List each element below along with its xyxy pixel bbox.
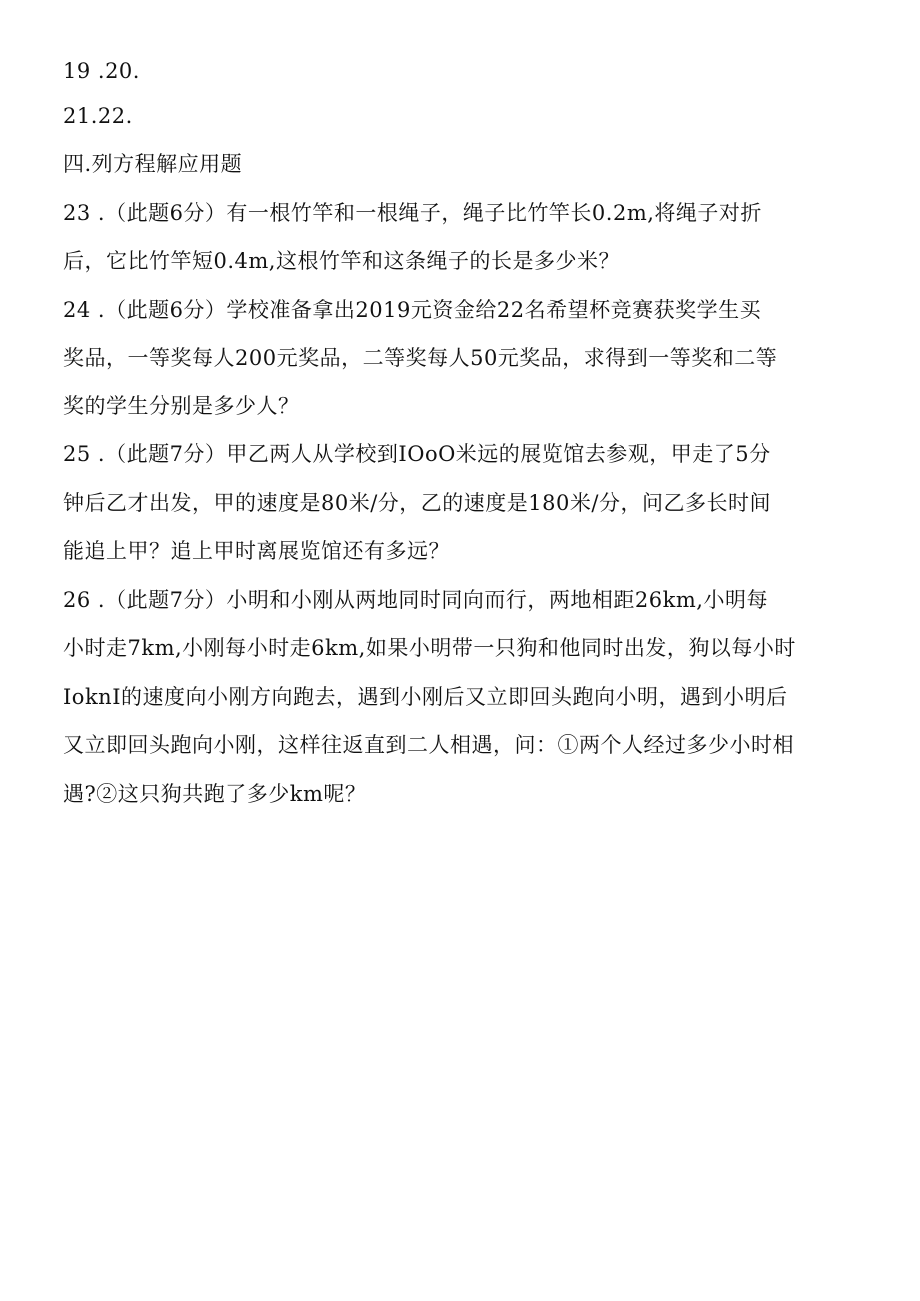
section-heading: 四.列方程解应用题: [63, 152, 243, 176]
question-23-line-1: 23 .（此题6分）有一根竹竿和一根绳子，绳子比竹竿长0.2m,将绳子对折: [63, 201, 762, 225]
question-24-line-1: 24 .（此题6分）学校准备拿出2019元资金给22名希望杯竞赛获奖学生买: [63, 298, 762, 322]
question-26-line-1: 26 .（此题7分）小明和小刚从两地同时同向而行，两地相距26km,小明每: [63, 588, 768, 612]
question-26-line-2: 小时走7km,小刚每小时走6km,如果小明带一只狗和他同时出发，狗以每小时: [63, 636, 796, 660]
question-25-line-3: 能追上甲？追上甲时离展览馆还有多远？: [63, 539, 450, 563]
question-23-line-2: 后，它比竹竿短0.4m,这根竹竿和这条绳子的长是多少米？: [63, 249, 620, 273]
answer-line-21-22: 21.22.: [63, 104, 133, 128]
question-26-line-5: 遇?②这只狗共跑了多少km呢？: [63, 782, 367, 806]
question-26-line-4: 又立即回头跑向小刚，这样往返直到二人相遇，问：①两个人经过多少小时相: [63, 733, 794, 757]
question-24-line-3: 奖的学生分别是多少人？: [63, 394, 300, 418]
answer-line-19-20: 19 .20.: [63, 59, 140, 83]
question-25-line-2: 钟后乙才出发，甲的速度是80米/分，乙的速度是180米/分，问乙多长时间: [63, 491, 771, 515]
question-24-line-2: 奖品，一等奖每人200元奖品，二等奖每人50元奖品，求得到一等奖和二等: [63, 346, 778, 370]
question-25-line-1: 25 .（此题7分）甲乙两人从学校到IOoO米远的展览馆去参观，甲走了5分: [63, 442, 771, 466]
question-26-line-3: IoknI的速度向小刚方向跑去，遇到小刚后又立即回头跑向小明，遇到小明后: [63, 685, 788, 709]
